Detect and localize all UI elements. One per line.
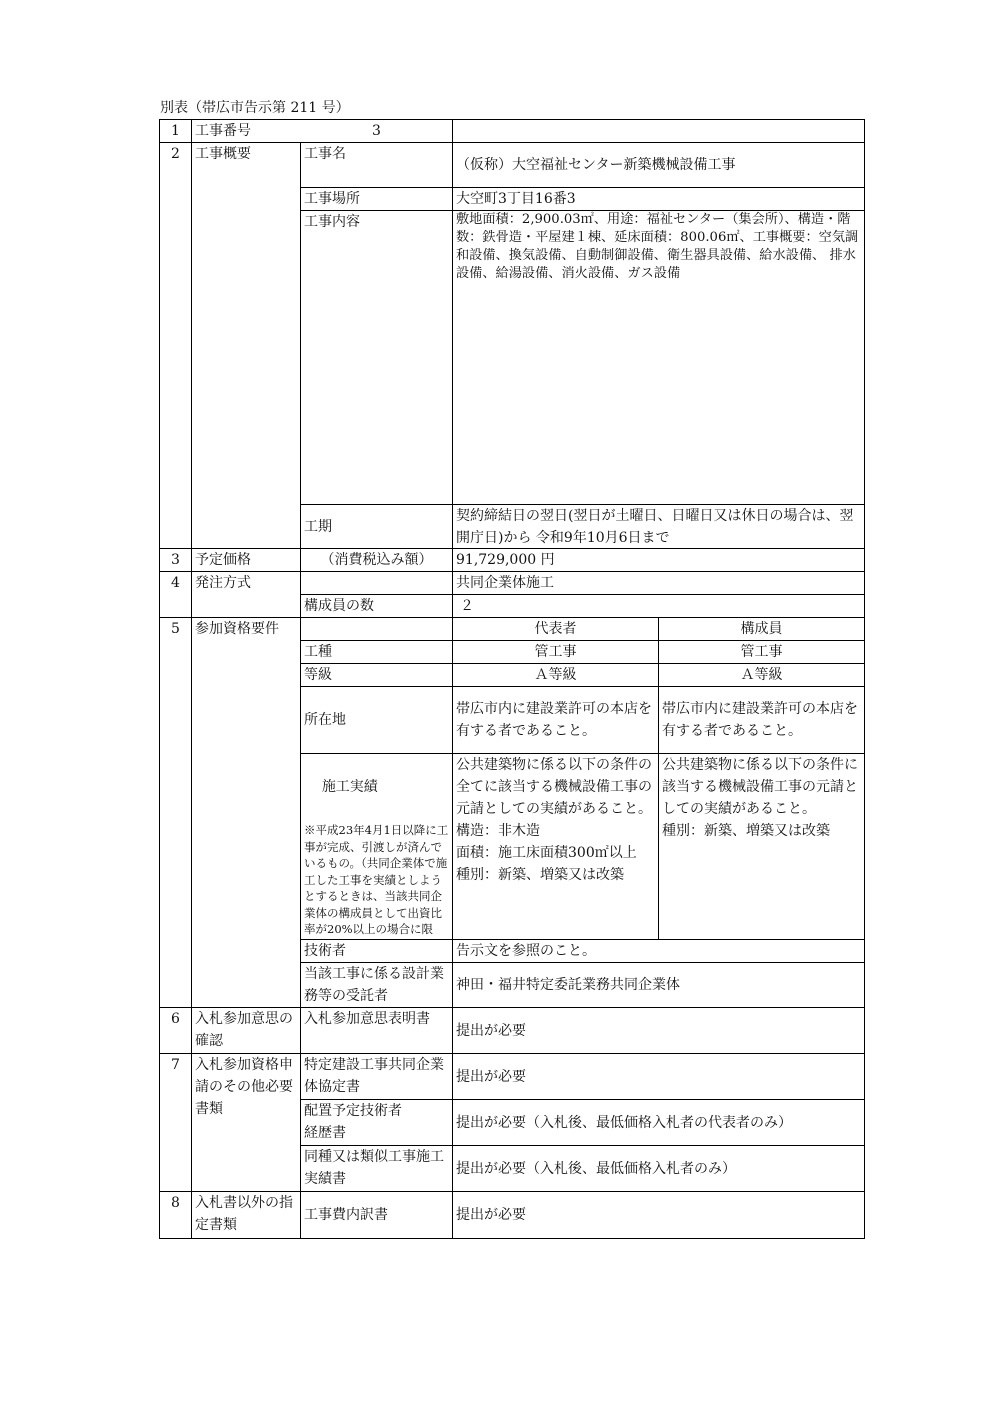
kouji-basho-label: 工事場所 xyxy=(300,187,453,211)
gijutsusha-label: 技術者 xyxy=(300,939,453,963)
members-count-value: ２ xyxy=(452,594,865,618)
shozaichi-rep: 帯広市内に建設業許可の本店を有する者であること。 xyxy=(452,686,659,754)
kouki-value: 契約締結日の翌日(翌日が土曜日、日曜日又は休日の場合は、翌開庁日)から 令和9年10月6日まで xyxy=(452,504,865,549)
row-number: 1 xyxy=(159,119,192,143)
kouji-naiyou-value: 敷地面積：2,900.03㎡、用途：福祉センター（集会所）、構造・階数：鉄骨造・平屋建１棟、延床面積：800.06㎡、工事概要：空気調和設備、換気設備、自動制御設備、衛生器具設備、給水設備、 排水設備、給湯設備、消火設備、ガス設備 xyxy=(452,210,865,505)
seko-jisseki-mem: 公共建築物に係る以下の条件に該当する機械設備工事の元請としての実績があること。 種別：新築、増築又は改築 xyxy=(658,753,865,940)
row-label-kouji-gaiyou: 工事概要 xyxy=(191,142,301,549)
keireki-sho-label: 配置予定技術者 経歴書 xyxy=(300,1099,453,1146)
uchiwake-sho-value: 提出が必要 xyxy=(452,1191,865,1239)
row-label-kouji-bangou: 工事番号 3 xyxy=(191,119,453,143)
kouji-mei-label: 工事名 xyxy=(300,142,453,188)
koushu-mem: 管工事 xyxy=(658,640,865,664)
ishi-hyoumeisho-label: 入札参加意思表明書 xyxy=(300,1007,453,1054)
header-member: 構成員 xyxy=(658,617,865,641)
row-label-yotei-kakaku: 予定価格 xyxy=(191,548,301,572)
row-label-hacchu-houshiki: 発注方式 xyxy=(191,571,301,618)
row-label-shitei-shorui: 入札書以外の指定書類 xyxy=(191,1191,301,1239)
toukyu-mem: Ａ等級 xyxy=(658,663,865,687)
kouki-label: 工期 xyxy=(300,504,453,549)
row-number: 3 xyxy=(159,548,192,572)
seko-jisseki-label: 施工実績 ※平成23年4月1日以降に工事が完成、引渡しが済んでいるもの。（共同企業体で施工した工事を実績としようとするときは、当該共同企業体の構成員として出資比率が20%以上の場合に限 xyxy=(300,753,453,940)
table-caption: 別表（帯広市告示第 211 号） xyxy=(160,100,350,116)
sekkei-jutakusha-label: 当該工事に係る設計業務等の受託者 xyxy=(300,962,453,1008)
jisseki-sho-label: 同種又は類似工事施工実績書 xyxy=(300,1145,453,1192)
sekkei-jutakusha-value: 神田・福井特定委託業務共同企業体 xyxy=(452,962,865,1008)
jisseki-sho-value: 提出が必要（入札後、最低価格入札者のみ） xyxy=(452,1145,865,1192)
seko-jisseki-rep: 公共建築物に係る以下の条件の全てに該当する機械設備工事の元請としての実績があること。 構造：非木造 面積：施工床面積300㎡以上 種別：新築、増築又は改築 xyxy=(452,753,659,940)
toukyu-rep: Ａ等級 xyxy=(452,663,659,687)
row-number: 5 xyxy=(159,617,192,1008)
yotei-kakaku-value: 91,729,000 円 xyxy=(452,548,865,572)
row-label-sanka-shikaku: 参加資格要件 xyxy=(191,617,301,1008)
empty-cell xyxy=(452,119,865,143)
tax-included-label: （消費税込み額） xyxy=(300,548,453,572)
ishi-hyoumeisho-value: 提出が必要 xyxy=(452,1007,865,1054)
row-number: 6 xyxy=(159,1007,192,1054)
shozaichi-label: 所在地 xyxy=(300,686,453,754)
kyoutei-sho-label: 特定建設工事共同企業体協定書 xyxy=(300,1053,453,1100)
members-count-label: 構成員の数 xyxy=(300,594,453,618)
empty-cell xyxy=(300,617,453,641)
gijutsusha-value: 告示文を参照のこと。 xyxy=(452,939,865,963)
hacchu-houshiki-value: 共同企業体施工 xyxy=(452,571,865,595)
shozaichi-mem: 帯広市内に建設業許可の本店を有する者であること。 xyxy=(658,686,865,754)
header-representative: 代表者 xyxy=(452,617,659,641)
koushu-rep: 管工事 xyxy=(452,640,659,664)
row-label-sonota-shorui: 入札参加資格申請のその他必要書類 xyxy=(191,1053,301,1192)
kouji-mei-value: （仮称）大空福祉センター新築機械設備工事 xyxy=(452,142,865,188)
row-label-nyusatsu-ishi: 入札参加意思の確認 xyxy=(191,1007,301,1054)
kouji-naiyou-label: 工事内容 xyxy=(300,210,453,505)
kyoutei-sho-value: 提出が必要 xyxy=(452,1053,865,1100)
koushu-label: 工種 xyxy=(300,640,453,664)
row-number: 2 xyxy=(159,142,192,549)
row-number: 8 xyxy=(159,1191,192,1239)
empty-cell xyxy=(300,571,453,595)
row-number: 4 xyxy=(159,571,192,618)
toukyu-label: 等級 xyxy=(300,663,453,687)
row-number: 7 xyxy=(159,1053,192,1192)
seko-jisseki-note: ※平成23年4月1日以降に工事が完成、引渡しが済んでいるもの。（共同企業体で施工した工事を実績としようとするときは、当該共同企業体の構成員として出資比率が20%以上の場合に限 xyxy=(304,823,449,936)
kouji-basho-value: 大空町3丁目16番3 xyxy=(452,187,865,211)
form-table xyxy=(159,119,865,1239)
keireki-sho-value: 提出が必要（入札後、最低価格入札者の代表者のみ） xyxy=(452,1099,865,1146)
uchiwake-sho-label: 工事費内訳書 xyxy=(300,1191,453,1239)
